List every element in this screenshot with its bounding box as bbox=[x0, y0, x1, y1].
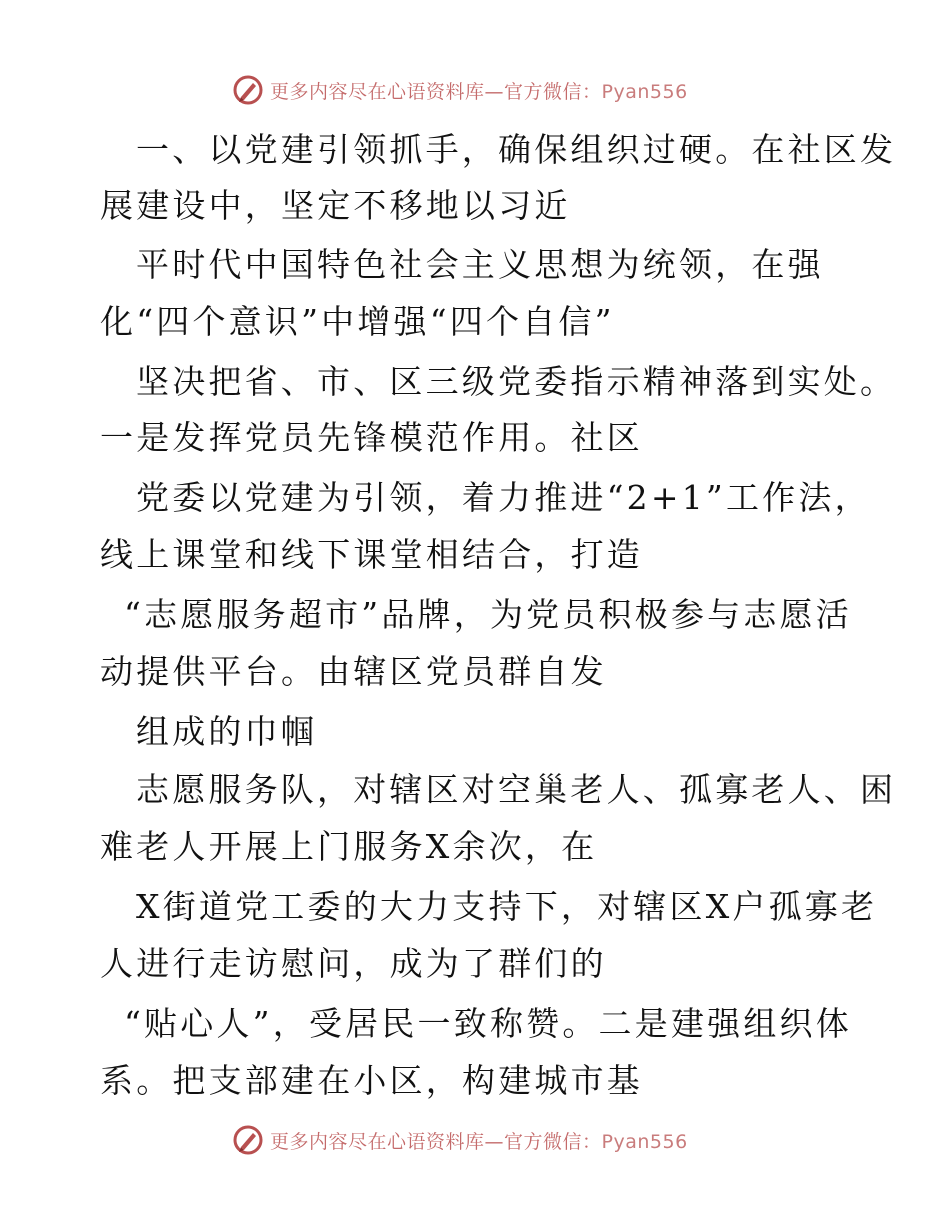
pen-seal-icon bbox=[232, 1124, 264, 1156]
paragraph-line: X街道党工委的大力支持下，对辖区X户孤寡老 bbox=[136, 887, 878, 926]
paragraph-line: 一、以党建引领抓手，确保组织过硬。在社区发 bbox=[136, 130, 897, 169]
paragraph-line: 志愿服务队，对辖区对空巢老人、孤寡老人、困 bbox=[136, 770, 897, 809]
watermark-wechat-id: Pyan556 bbox=[601, 80, 688, 103]
paragraph-line: 系。把支部建在小区，构建城市基 bbox=[100, 1061, 643, 1100]
paragraph-line: “志愿服务超市”品牌，为党员积极参与志愿活 bbox=[124, 595, 852, 634]
paragraph-line: 组成的巾帼 bbox=[136, 712, 317, 751]
paragraph-line: 人进行走访慰问，成为了群们的 bbox=[100, 944, 607, 983]
paragraph-line: 平时代中国特色社会主义思想为统领，在强 bbox=[136, 245, 824, 284]
footer-watermark bbox=[232, 1122, 688, 1158]
paragraph-line: 一是发挥党员先锋模范作用。社区 bbox=[100, 418, 643, 457]
paragraph-line: 动提供平台。由辖区党员群自发 bbox=[100, 652, 607, 691]
watermark-text: 更多内容尽在心语资料库—官方微信：Pyan556 bbox=[270, 1130, 688, 1153]
paragraph-line: 线上课堂和线下课堂相结合，打造 bbox=[100, 535, 643, 574]
paragraph-line: 难老人开展上门服务X余次，在 bbox=[100, 827, 598, 866]
paragraph-line: 化“四个意识”中增强“四个自信” bbox=[100, 302, 615, 341]
paragraph-line: 党委以党建为引领，着力推进“2+1”工作法， bbox=[136, 478, 871, 517]
paragraph-line: 坚决把省、市、区三级党委指示精神落到实处。 bbox=[136, 362, 897, 401]
paragraph-line: “贴心人”，受居民一致称赞。二是建强组织体 bbox=[124, 1004, 852, 1043]
watermark-wechat-id: Pyan556 bbox=[601, 1130, 688, 1153]
paragraph-line: 展建设中，坚定不移地以习近 bbox=[100, 186, 571, 225]
watermark-text: 更多内容尽在心语资料库—官方微信：Pyan556 bbox=[270, 80, 688, 103]
